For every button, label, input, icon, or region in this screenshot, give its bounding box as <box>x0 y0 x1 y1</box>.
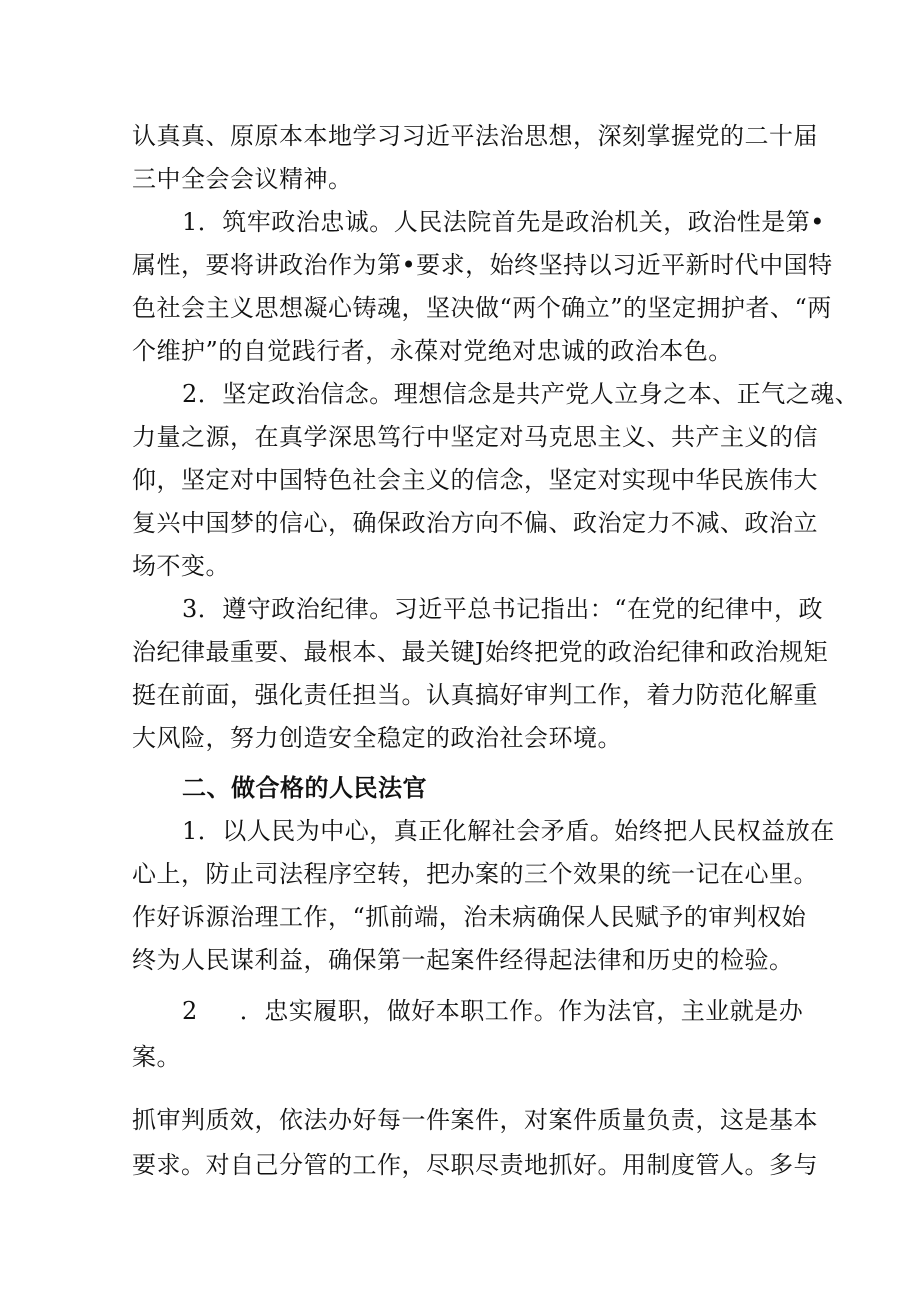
text-line: 终为人民谋利益，确保第一起案件经得起法律和历史的检验。 <box>132 946 794 974</box>
item-text: ．忠实履职，做好本职工作。作为法官，主业就是办 <box>239 997 804 1025</box>
text-line: 1．以人民为中心，真正化解社会矛盾。始终把人民权益放在 <box>182 817 835 845</box>
text-line: 场不变。 <box>132 552 230 580</box>
text-line: 治纪律最重要、最根本、最关键J始终把党的政治纪律和政治规矩 <box>132 638 829 666</box>
text-line: 属性，要将讲政治作为第•要求，始终坚持以习近平新时代中国特 <box>132 251 833 279</box>
text-line: 抓审判质效，依法办好每一件案件，对案件质量负责，这是基本 <box>132 1106 818 1134</box>
text-line: 2．坚定政治信念。理想信念是共产党人立身之本、正气之魂、 <box>182 380 860 408</box>
text-line: 1．筑牢政治忠诚。人民法院首先是政治机关，政治性是第• <box>182 208 825 236</box>
text-line: 作好诉源治理工作，“抓前端，治未病确保人民赋予的审判权始 <box>132 903 807 931</box>
text-line: 大风险，努力创造安全稳定的政治社会环境。 <box>132 724 622 752</box>
section-heading: 二、做合格的人民法官 <box>182 773 427 802</box>
item-number: 2 <box>182 997 198 1025</box>
text-line: 心上，防止司法程序空转，把办案的三个效果的统一记在心里。 <box>132 860 818 888</box>
text-line: 仰，坚定对中国特色社会主义的信念，坚定对实现中华民族伟大 <box>132 466 818 494</box>
text-line: 色社会主义思想凝心铸魂，坚决做“两个确立”的坚定拥护者、“两 <box>132 294 832 322</box>
text-line: 案。 <box>132 1043 181 1071</box>
text-line: 3．遵守政治纪律。习近平总书记指出：“在党的纪律中，政 <box>182 595 824 623</box>
text-line: 认真真、原原本本地学习习近平法治思想，深刻掌握党的二十届 <box>132 122 818 150</box>
text-line: 挺在前面，强化责任担当。认真搞好审判工作，着力防范化解重 <box>132 681 818 709</box>
text-line: 要求。对自己分管的工作，尽职尽责地抓好。用制度管人。多与 <box>132 1151 818 1179</box>
text-line: 个维护”的自觉践行者，永葆对党绝对忠诚的政治本色。 <box>132 337 733 365</box>
text-line: 力量之源，在真学深思笃行中坚定对马克思主义、共产主义的信 <box>132 423 818 451</box>
text-line: 复兴中国梦的信心，确保政治方向不偏、政治定力不减、政治立 <box>132 509 818 537</box>
text-line: 三中全会会议精神。 <box>132 165 353 193</box>
text-line-split <box>182 996 803 1026</box>
